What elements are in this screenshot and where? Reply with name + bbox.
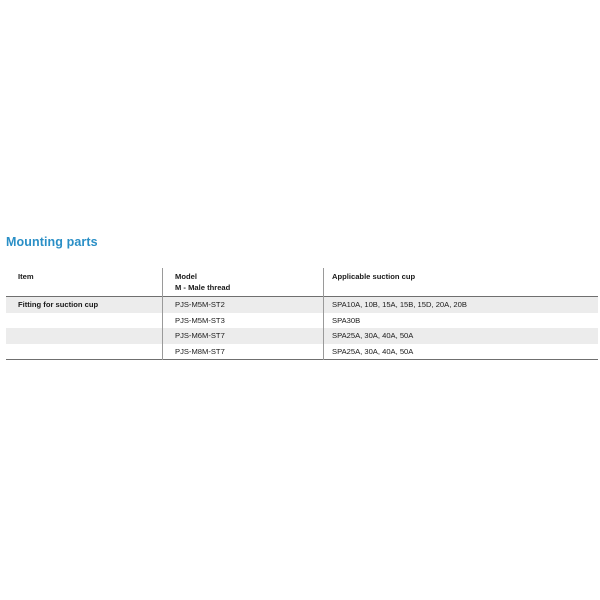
row-model: PJS-M6M-ST7 <box>163 328 324 344</box>
row-cups: SPA25A, 30A, 40A, 50A <box>324 344 599 360</box>
row-cups: SPA10A, 10B, 15A, 15B, 15D, 20A, 20B <box>324 297 599 313</box>
header-item: Item <box>18 272 34 281</box>
header-model-label: Model <box>175 272 197 281</box>
table-header-row <box>6 268 598 297</box>
header-applicable-cups: Applicable suction cup <box>324 268 599 297</box>
table-row <box>6 297 598 313</box>
table-row <box>6 328 598 344</box>
row-model: PJS-M5M-ST3 <box>163 313 324 329</box>
row-item <box>6 344 163 360</box>
table-row <box>6 313 598 329</box>
row-item <box>6 313 163 329</box>
row-cups: SPA25A, 30A, 40A, 50A <box>324 328 599 344</box>
row-item: Fitting for suction cup <box>18 300 99 309</box>
header-model <box>163 268 324 297</box>
header-model-subtitle: M - Male thread <box>175 283 231 292</box>
row-cups: SPA30B <box>324 313 599 329</box>
row-model: PJS-M8M-ST7 <box>163 344 324 360</box>
mounting-parts-table <box>6 268 598 360</box>
row-model: PJS-M5M-ST2 <box>163 297 324 313</box>
section-title: Mounting parts <box>6 235 98 249</box>
table-row <box>6 344 598 360</box>
row-item <box>6 328 163 344</box>
